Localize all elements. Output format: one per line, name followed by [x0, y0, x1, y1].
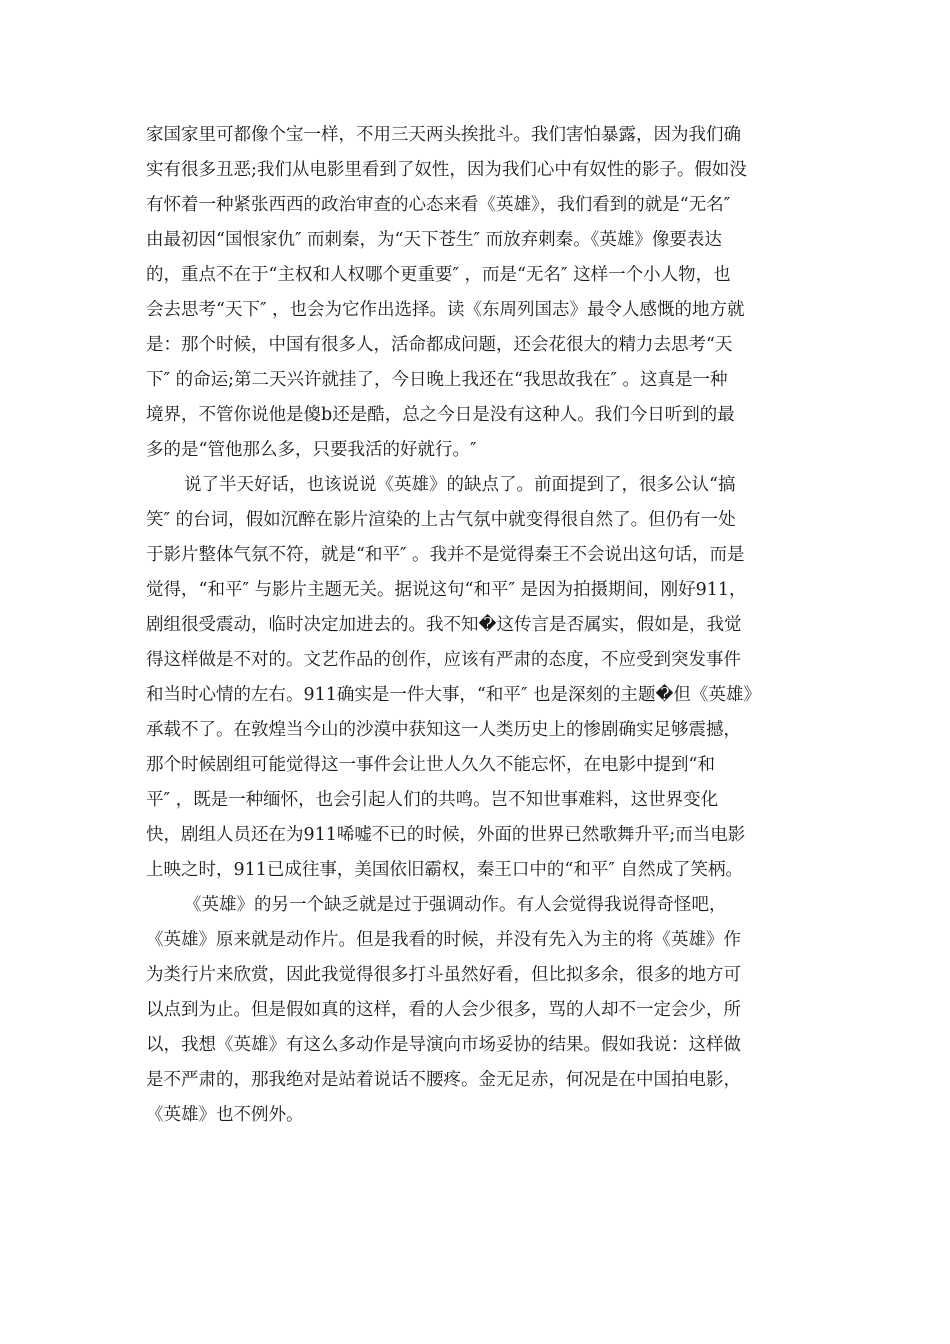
text-line: 觉得，“和平″ 与影片主题无关。据说这句“和平″ 是因为拍摄期间，刚好911， [146, 580, 747, 600]
text-line: 上映之时，911已成往事，美国依旧霸权，秦王口中的“和平″ 自然成了笑柄。 [146, 860, 743, 880]
text-line: 《英雄》的另一个缺乏就是过于强调动作。有人会觉得我说得奇怪吧， [184, 895, 727, 915]
text-line: 有怀着一种紧张西西的政治审查的心态来看《英雄》，我们看到的就是“无名″ [146, 195, 731, 215]
text-line: 以，我想《英雄》有这么多动作是导演向市场妥协的结果。假如我说：这样做 [146, 1035, 741, 1055]
text-line: 的，重点不在于“主权和人权哪个更重要″ ，而是“无名″ 这样一个小人物，也 [146, 265, 731, 285]
text-line: 境界，不管你说他是傻b还是酷，总之今日是没有这种人。我们今日听到的最 [146, 405, 735, 425]
text-line: 实有很多丑恶;我们从电影里看到了奴性，因为我们心中有奴性的影子。假如没 [146, 160, 747, 180]
text-line: 是不严肃的，那我绝对是站着说话不腰疼。金无足赤，何况是在中国拍电影， [146, 1070, 741, 1090]
text-line: 承载不了。在敦煌当今山的沙漠中获知这一人类历史上的惨剧确实足够震撼， [146, 720, 741, 740]
text-line: 快，剧组人员还在为911唏嘘不已的时候，外面的世界已然歌舞升平;而当电影 [146, 825, 746, 845]
text-line: 于影片整体气氛不符，就是“和平″ 。我并不是觉得秦王不会说出这句话，而是 [146, 545, 745, 565]
paragraph-3 [146, 888, 814, 1133]
text-line: 下″ 的命运;第二天兴许就挂了，今日晚上我还在“我思故我在″ 。这真是一种 [146, 370, 728, 390]
text-line: 和当时心情的左右。911确实是一件大事，“和平″ 也是深刻的主题�但《英雄》 [146, 685, 761, 705]
text-line: 得这样做是不对的。文艺作品的创作，应该有严肃的态度，不应受到突发事件 [146, 650, 741, 670]
text-line: 由最初因“国恨家仇″ 而刺秦，为“天下苍生″ 而放弃刺秦。《英雄》像要表达 [146, 230, 722, 250]
text-line: 平″ ，既是一种缅怀，也会引起人们的共鸣。岂不知世事难料，这世界变化 [146, 790, 719, 810]
body-text [146, 118, 814, 1133]
text-line: 以点到为止。但是假如真的这样，看的人会少很多，骂的人却不一定会少，所 [146, 1000, 741, 1020]
text-line: 会去思考“天下″ ，也会为它作出选择。读《东周列国志》最令人感慨的地方就 [146, 300, 745, 320]
paragraph-2 [146, 468, 814, 888]
text-line: 是：那个时候，中国有很多人，活命都成问题，还会花很大的精力去思考“天 [146, 335, 733, 355]
text-line: 剧组很受震动，临时决定加进去的。我不知�这传言是否属实，假如是，我觉 [146, 615, 742, 635]
text-line: 说了半天好话，也该说说《英雄》的缺点了。前面提到了，很多公认“搞 [184, 475, 736, 495]
text-line: 笑″ 的台词，假如沉醉在影片渲染的上古气氛中就变得很自然了。但仍有一处 [146, 510, 736, 530]
text-line: 那个时候剧组可能觉得这一事件会让世人久久不能忘怀，在电影中提到“和 [146, 755, 715, 775]
text-line: 为类行片来欣赏，因此我觉得很多打斗虽然好看，但比拟多余，很多的地方可 [146, 965, 741, 985]
text-line: 家国家里可都像个宝一样，不用三天两头挨批斗。我们害怕暴露，因为我们确 [146, 125, 741, 145]
text-line: 《英雄》也不例外。 [146, 1105, 304, 1125]
paragraph-1 [146, 118, 814, 468]
text-line: 多的是“管他那么多，只要我活的好就行。″ [146, 440, 477, 460]
text-line: 《英雄》原来就是动作片。但是我看的时候，并没有先入为主的将《英雄》作 [146, 930, 741, 950]
